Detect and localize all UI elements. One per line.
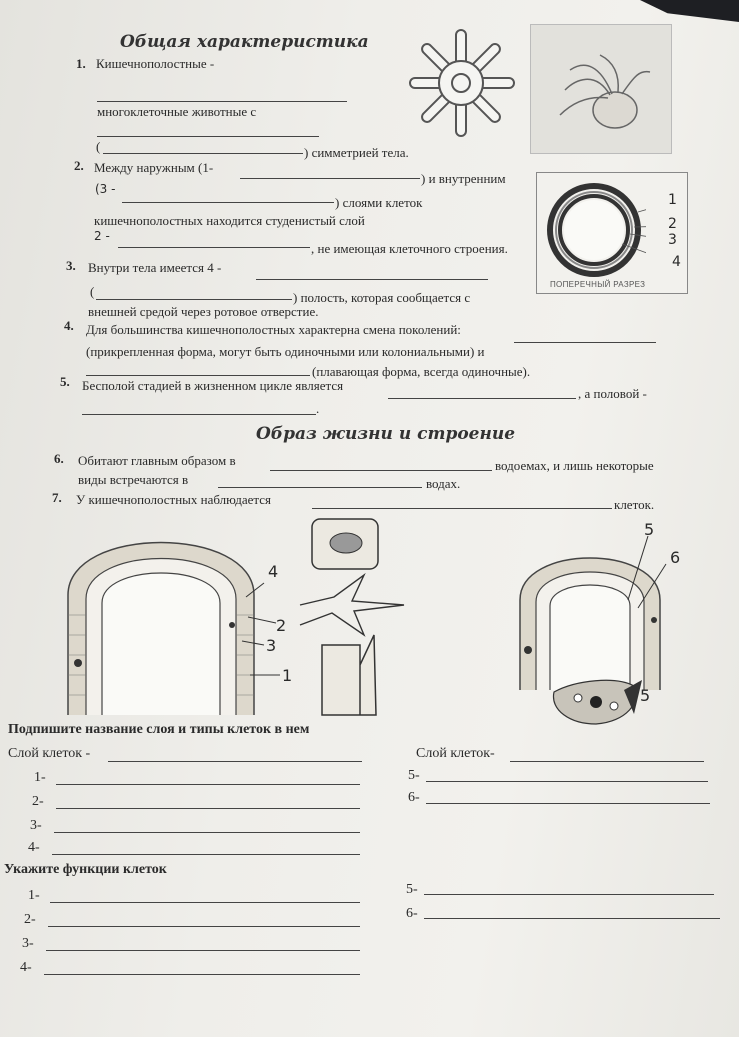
task2-line-6[interactable] [424,918,720,919]
q3-answer-line-1[interactable] [256,279,488,280]
q1-text-a: Кишечнополостные - [96,56,215,71]
diagram-label-5-bottom: 5 [640,686,651,705]
q1-answer-line-1[interactable] [97,101,347,102]
q5-text-a: Бесполой стадией в жизненном цикле является [82,378,344,393]
body-wall-right-diagram [516,530,696,730]
q5-text-a-end: , а половой - [578,386,647,401]
task2-item-4: 4- [20,960,32,975]
task1-item-4: 4- [28,840,40,855]
task1-line-4[interactable] [52,854,360,855]
body-wall-left-diagram [64,515,424,720]
q3-answer-line-2[interactable] [96,299,292,300]
q2-text-b-end: ) слоями клеток [335,195,423,210]
task2-item-6: 6- [406,906,418,921]
task2-line-2[interactable] [48,926,360,927]
diagram-label-1: 1 [282,666,293,685]
task1-layer-left-label: Слой клеток - [8,746,91,761]
task1-line-3[interactable] [54,832,360,833]
task1-item-5: 5- [408,768,420,783]
cross-section-label-3: 3 [668,232,677,248]
q2-text-d: 2 - [94,229,110,243]
q2-text-a-end: ) и внутренним [421,171,506,186]
task1-item-1: 1- [34,770,46,785]
q1-open-paren: ( [96,139,101,154]
q7-answer-line[interactable] [312,508,612,509]
q7-text-a: У кишечнополостных наблюдается [76,492,271,507]
diagram-label-2: 2 [276,616,287,635]
task2-line-4[interactable] [44,974,360,975]
task1-item-2: 2- [32,794,44,809]
diagram-label-4: 4 [268,562,279,581]
q2-answer-line-3[interactable] [118,247,310,248]
q1-text-c: ) симметрией тела. [304,145,409,160]
q1-answer-line-3[interactable] [103,153,303,154]
q6-text-a-end: водоемах, и лишь некоторые [495,458,654,473]
q6-number: 6. [54,451,64,466]
task1-layer-right-line[interactable] [510,761,704,762]
q2-answer-line-2[interactable] [122,202,334,203]
task1-item-3: 3- [30,818,42,833]
q4-text-b: (прикрепленная форма, могут быть одиночными или колониальными) и [86,344,485,359]
task1-line-1[interactable] [56,784,360,785]
q3-text-c: внешней средой через ротовое отверстие. [88,304,319,319]
task2-item-1: 1- [28,888,40,903]
q5-answer-line-2[interactable] [82,414,316,415]
q1-text-b: многоклеточные животные с [97,104,257,119]
q2-text-c: кишечнополостных находится студенистый слой [94,213,365,228]
task1-layer-right-label: Слой клеток- [416,746,495,761]
task1-layer-left-line[interactable] [108,761,362,762]
task1-line-2[interactable] [56,808,360,809]
cross-section-illustration [546,182,646,278]
task1-line-5[interactable] [426,781,708,782]
q6-text-b: виды встречаются в [78,472,189,487]
q2-answer-line-1[interactable] [240,178,420,179]
q4-text-a: Для большинства кишечнополостных характерна смена поколений: [86,322,461,337]
task1-item-6: 6- [408,790,420,805]
task1-line-6[interactable] [426,803,710,804]
q7-text-a-end: клеток. [614,497,655,512]
cross-section-label-4: 4 [672,254,681,270]
q6-answer-line-2[interactable] [218,487,422,488]
q1-number: 1. [76,56,86,71]
q6-text-a: Обитают главным образом в [78,453,236,468]
task2-line-1[interactable] [50,902,360,903]
cross-section-caption: ПОПЕРЕЧНЫЙ РАЗРЕЗ [550,280,646,289]
task2-line-5[interactable] [424,894,714,895]
q2-text-d-end: , не имеющая клеточного строения. [311,241,508,256]
q4-answer-line-2[interactable] [86,375,310,376]
q5-number: 5. [60,374,70,389]
cross-section-label-2: 2 [668,216,677,232]
task2-item-5: 5- [406,882,418,897]
q3-open-paren: ( [90,284,95,299]
q4-answer-line-1[interactable] [514,342,656,343]
q5-text-b-end: . [316,401,320,416]
q1-answer-line-2[interactable] [97,136,319,137]
q4-text-c: (плавающая форма, всегда одиночные). [312,364,531,379]
diagram-label-3: 3 [266,636,277,655]
q2-text-a: Между наружным (1- [94,160,214,175]
diagram-label-6: 6 [670,548,681,567]
task2-item-3: 3- [22,936,34,951]
q2-text-b: (3 - [95,182,116,196]
q3-text-b-end: ) полость, которая сообщается с [293,290,471,305]
hydra-tentacles-illustration [540,40,660,140]
q7-number: 7. [52,490,62,505]
q6-text-b-end: водах. [426,476,461,491]
task2-item-2: 2- [24,912,36,927]
section-title-general: Общая характеристика [120,32,369,52]
section-title-lifestyle: Образ жизни и строение [256,424,516,444]
task2-title: Укажите функции клеток [4,862,167,877]
q5-answer-line-1[interactable] [388,398,576,399]
task1-title: Подпишите название слоя и типы клеток в нем [8,722,310,737]
cross-section-label-1: 1 [668,192,677,208]
q3-text-a: Внутри тела имеется 4 - [88,260,222,275]
task2-line-3[interactable] [46,950,360,951]
diagram-label-5-top: 5 [644,520,655,539]
q4-number: 4. [64,318,74,333]
q6-answer-line-1[interactable] [270,470,492,471]
q3-number: 3. [66,258,76,273]
q2-number: 2. [74,158,84,173]
hydra-top-view-illustration [408,28,516,138]
